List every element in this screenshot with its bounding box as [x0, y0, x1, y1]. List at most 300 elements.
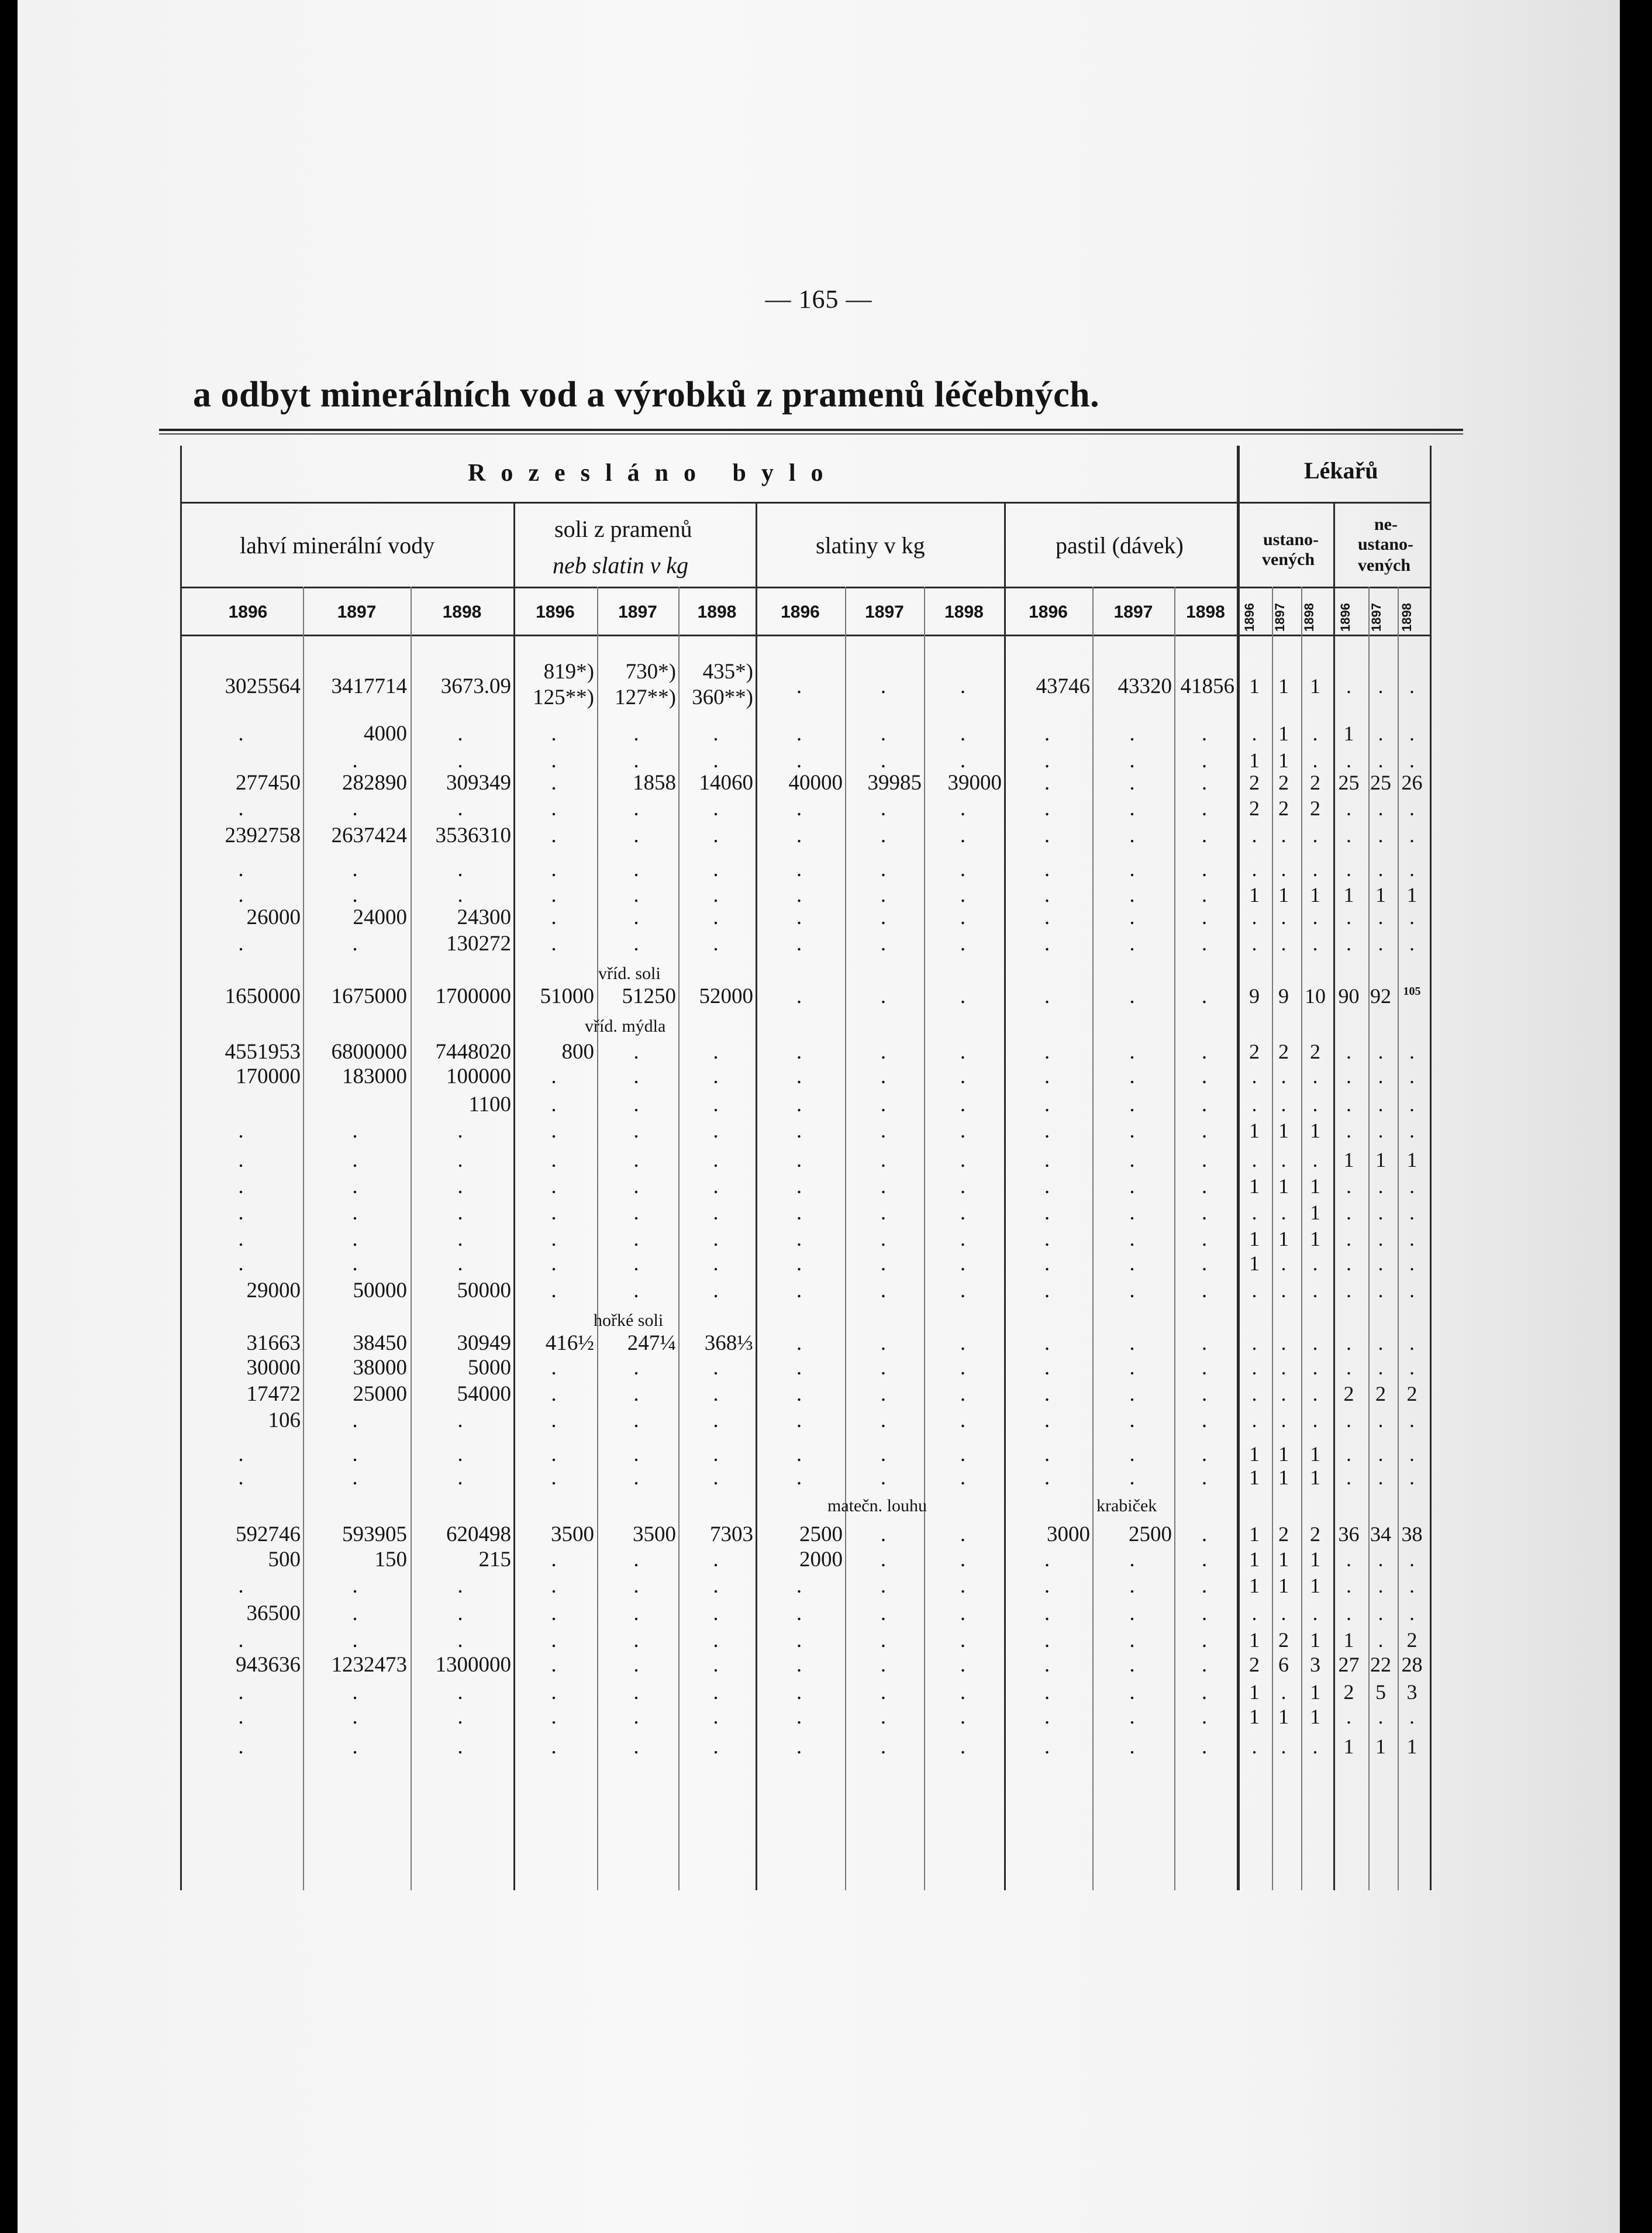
- table-cell: .: [352, 1601, 358, 1625]
- table-cell: .: [633, 1628, 639, 1652]
- note-vrid-soli: vříd. soli: [598, 964, 661, 983]
- table-cell: .: [1312, 1601, 1318, 1625]
- table-cell: 38: [1401, 1522, 1423, 1546]
- table-cell: 3500: [551, 1522, 594, 1546]
- table-cell: 1: [1249, 749, 1260, 772]
- table-cell: 1: [1343, 1735, 1354, 1758]
- table-cell: .: [1409, 905, 1415, 929]
- table-cell: .: [238, 1705, 244, 1729]
- table-cell: .: [1129, 1279, 1135, 1302]
- table-cell: 50000: [457, 1279, 511, 1302]
- table-cell: .: [633, 1279, 639, 1302]
- table-cell: .: [633, 722, 639, 746]
- table-cell: .: [713, 1680, 719, 1704]
- table-cell: .: [1044, 1442, 1050, 1466]
- table-cell: .: [796, 722, 802, 746]
- table-cell: 36500: [246, 1601, 301, 1625]
- table-cell: .: [1346, 1227, 1351, 1250]
- table-cell: .: [1251, 1408, 1257, 1432]
- table-cell: .: [880, 1119, 887, 1143]
- table-cell: .: [1346, 1119, 1351, 1142]
- year-header: 1896: [1029, 602, 1068, 622]
- table-cell: .: [1251, 1093, 1257, 1116]
- table-cell: .: [880, 797, 887, 821]
- table-cell: .: [1129, 1119, 1135, 1143]
- table-cell: .: [551, 823, 557, 847]
- table-cell: .: [1201, 1093, 1208, 1116]
- table-cell: 1: [1249, 1442, 1260, 1466]
- table-cell: .: [796, 749, 802, 773]
- table-cell: .: [713, 1382, 719, 1406]
- table-cell: .: [457, 1574, 463, 1598]
- table-cell: .: [1409, 823, 1415, 847]
- table-cell: .: [238, 1680, 244, 1704]
- table-cell: .: [1129, 1093, 1135, 1116]
- table-cell: .: [1312, 823, 1318, 847]
- table-cell: .: [1129, 1680, 1135, 1704]
- table-cell: .: [713, 823, 719, 847]
- table-cell: .: [1201, 1574, 1208, 1598]
- table-cell: 9: [1249, 984, 1260, 1008]
- table-cell: .: [796, 1279, 802, 1302]
- table-cell: .: [960, 1628, 966, 1652]
- table-cell: .: [1281, 1382, 1287, 1405]
- table-cell: .: [880, 1735, 887, 1759]
- table-cell: .: [551, 1601, 557, 1625]
- table-cell: .: [713, 1408, 719, 1432]
- table-cell: 3673.09: [440, 674, 511, 698]
- table-cell: .: [1312, 1093, 1318, 1116]
- table-cell: 1675000: [331, 984, 407, 1008]
- table-cell: .: [713, 1227, 719, 1251]
- table-cell: .: [1346, 1442, 1351, 1466]
- table-cell: .: [1129, 1356, 1135, 1380]
- table-cell: .: [551, 1548, 557, 1572]
- table-cell: .: [238, 1174, 244, 1198]
- table-cell: .: [1201, 1522, 1208, 1546]
- table-cell: .: [633, 1735, 639, 1759]
- table-cell: 1: [1343, 1148, 1354, 1171]
- table-cell: .: [1409, 1040, 1415, 1063]
- table-cell: .: [457, 1201, 463, 1225]
- table-cell: 2637424: [331, 823, 407, 847]
- table-cell: .: [457, 749, 463, 773]
- table-cell: 1: [1310, 1174, 1320, 1198]
- table-cell: .: [796, 1252, 802, 1276]
- table-cell: 7303: [710, 1522, 753, 1546]
- table-cell: .: [1346, 1548, 1351, 1571]
- table-cell: 1: [1375, 883, 1386, 907]
- table-cell: .: [633, 1119, 639, 1143]
- table-cell: .: [1044, 857, 1050, 881]
- table-cell: .: [1044, 1574, 1050, 1598]
- table-cell: .: [238, 722, 244, 746]
- table-cell: .: [880, 1331, 887, 1355]
- header-bottles: lahví minerální vody: [240, 532, 435, 559]
- table-cell: .: [551, 1093, 557, 1116]
- table-cell: 26: [1401, 771, 1423, 794]
- table-cell: 1: [1278, 722, 1289, 745]
- table-cell: .: [960, 1040, 966, 1064]
- table-cell: .: [796, 1064, 802, 1088]
- table-cell: .: [713, 1040, 719, 1064]
- table-cell: .: [960, 1680, 966, 1704]
- table-cell: .: [551, 1705, 557, 1729]
- table-cell: .: [1044, 984, 1050, 1008]
- table-cell: .: [1129, 749, 1135, 773]
- table-cell: .: [1409, 1408, 1415, 1432]
- table-cell: .: [633, 1064, 639, 1088]
- table-cell: .: [713, 1356, 719, 1380]
- table-cell: .: [1378, 1279, 1384, 1302]
- table-cell: 5000: [468, 1356, 511, 1380]
- table-cell: .: [1378, 1705, 1384, 1728]
- table-cell: .: [1409, 1093, 1415, 1116]
- table-cell: .: [352, 1408, 358, 1432]
- table-cell: .: [551, 1252, 557, 1276]
- table-cell: .: [1346, 1601, 1351, 1625]
- table-cell: .: [1281, 1331, 1287, 1355]
- table-cell: .: [1044, 883, 1050, 907]
- table-cell: 1: [1406, 1148, 1418, 1171]
- table-cell: .: [1409, 1174, 1415, 1198]
- table-cell: .: [880, 823, 887, 847]
- table-cell: .: [1409, 1201, 1415, 1224]
- table-cell: .: [1129, 1148, 1135, 1172]
- table-cell: 1: [1343, 1628, 1354, 1652]
- table-cell: .: [352, 797, 358, 821]
- table-cell: .: [551, 932, 557, 956]
- table-cell: 9: [1278, 984, 1289, 1008]
- table-cell: 1: [1249, 1227, 1260, 1250]
- doctor-year-header: 1898: [1302, 603, 1316, 632]
- table-cell: .: [1201, 1735, 1208, 1759]
- table-cell: 2: [1278, 1522, 1289, 1546]
- table-cell: .: [1409, 674, 1415, 698]
- table-cell: .: [1378, 1119, 1384, 1142]
- table-cell: 1858: [633, 771, 676, 795]
- header-unappointed-3: vených: [1358, 556, 1410, 575]
- doctor-year-header: 1896: [1242, 603, 1257, 632]
- table-cell: .: [960, 1356, 966, 1380]
- table-cell: 1: [1310, 1548, 1320, 1571]
- table-cell: 2: [1249, 771, 1260, 794]
- table-cell: 54000: [457, 1382, 511, 1406]
- table-cell: .: [1346, 857, 1351, 881]
- table-cell: .: [633, 1574, 639, 1598]
- table-cell: .: [1044, 1040, 1050, 1064]
- table-cell: 105: [1403, 985, 1421, 998]
- table-cell: .: [796, 984, 802, 1008]
- table-cell: .: [880, 1356, 887, 1380]
- table-cell: .: [633, 1408, 639, 1432]
- table-cell: 1: [1249, 1628, 1260, 1652]
- table-cell: 1: [1278, 1705, 1289, 1728]
- table-cell: .: [238, 1442, 244, 1466]
- table-cell: .: [1129, 797, 1135, 821]
- table-cell: 1: [1278, 883, 1289, 907]
- table-cell: .: [960, 1227, 966, 1251]
- table-cell: .: [960, 823, 966, 847]
- table-cell: .: [1251, 1382, 1257, 1405]
- table-cell: 1: [1249, 1252, 1260, 1275]
- table-cell: .: [1044, 1408, 1050, 1432]
- header-salts-2: neb slatin v kg: [553, 552, 689, 578]
- table-cell: .: [1044, 1119, 1050, 1143]
- table-cell: .: [633, 1680, 639, 1704]
- table-cell: .: [713, 1548, 719, 1572]
- table-cell: .: [633, 1252, 639, 1276]
- table-cell: 26000: [246, 905, 301, 929]
- table-cell: .: [713, 1601, 719, 1625]
- table-cell: .: [1409, 1064, 1415, 1088]
- table-cell: 130272: [446, 932, 511, 956]
- table-cell: .: [1378, 797, 1384, 820]
- table-cell: .: [633, 857, 639, 881]
- table-cell: .: [1129, 984, 1135, 1008]
- table-cell: .: [1129, 1705, 1135, 1729]
- table-cell: 10: [1305, 984, 1326, 1008]
- table-cell: .: [1201, 1601, 1208, 1625]
- doctor-year-header: 1897: [1369, 603, 1384, 632]
- table-cell: .: [457, 1466, 463, 1490]
- table-cell: .: [796, 1148, 802, 1172]
- table-cell: .: [633, 905, 639, 929]
- table-cell: 1: [1249, 1680, 1260, 1704]
- table-cell: .: [1409, 797, 1415, 820]
- table-cell: .: [880, 1442, 887, 1466]
- table-cell: .: [1129, 1252, 1135, 1276]
- doctor-year-header: 1898: [1399, 603, 1414, 632]
- table-cell: 2: [1278, 1628, 1289, 1652]
- table-cell: .: [796, 1653, 802, 1677]
- table-cell: .: [960, 883, 966, 907]
- table-cell: .: [1044, 1735, 1050, 1759]
- table-cell: .: [960, 1735, 966, 1759]
- table-cell: .: [1044, 1093, 1050, 1116]
- table-cell: .: [1378, 1174, 1384, 1198]
- table-cell: .: [633, 1093, 639, 1116]
- table-cell: .: [713, 1279, 719, 1302]
- table-cell: .: [633, 1548, 639, 1572]
- table-cell: .: [1312, 1382, 1318, 1405]
- table-cell: .: [551, 1064, 557, 1088]
- table-cell: 1: [1343, 722, 1354, 745]
- note-matec-louhu: matečn. louhu: [827, 1496, 927, 1515]
- table-cell: .: [796, 1382, 802, 1406]
- table-cell: .: [1044, 1628, 1050, 1652]
- table-cell: 170000: [236, 1064, 301, 1088]
- table-cell: .: [960, 797, 966, 821]
- table-cell: .: [1409, 1227, 1415, 1250]
- table-cell: 34: [1370, 1522, 1391, 1546]
- table-cell: .: [1129, 1466, 1135, 1490]
- table-cell: 2392758: [225, 823, 301, 847]
- table-cell: .: [1201, 1382, 1208, 1406]
- table-cell: 416½: [545, 1331, 594, 1355]
- table-cell: 1: [1249, 674, 1260, 698]
- table-cell: .: [1129, 1331, 1135, 1355]
- header-rule-1: [180, 502, 1239, 504]
- table-cell: .: [880, 1522, 887, 1546]
- table-cell: .: [1281, 1148, 1287, 1171]
- table-cell: 22: [1370, 1653, 1391, 1676]
- table-cell: 593905: [342, 1522, 407, 1546]
- header-rule-2: [180, 587, 1432, 588]
- table-cell: .: [352, 1442, 358, 1466]
- table-cell: .: [796, 1408, 802, 1432]
- table-cell: .: [1378, 1408, 1384, 1432]
- table-cell: 1: [1278, 1119, 1289, 1142]
- table-cell: 90: [1338, 984, 1360, 1008]
- table-cell: .: [1129, 1735, 1135, 1759]
- table-cell: .: [1346, 1174, 1351, 1198]
- table-cell: .: [1346, 749, 1351, 772]
- table-cell: .: [1129, 771, 1135, 795]
- table-cell: .: [713, 1064, 719, 1088]
- table-cell: .: [1378, 1040, 1384, 1063]
- table-cell: .: [1251, 722, 1257, 745]
- table-cell: .: [1129, 905, 1135, 929]
- table-cell: .: [960, 932, 966, 956]
- table-cell: .: [1129, 1201, 1135, 1225]
- table-cell: .: [880, 1201, 887, 1225]
- table-cell: .: [551, 771, 557, 795]
- table-cell: .: [457, 722, 463, 746]
- table-cell: .: [1312, 1408, 1318, 1432]
- table-cell: 1: [1278, 674, 1289, 698]
- table-cell: .: [960, 1252, 966, 1276]
- table-cell: .: [1201, 749, 1208, 773]
- table-cell: 1: [1343, 883, 1354, 907]
- table-cell: 282890: [342, 771, 407, 795]
- table-cell: 1: [1406, 883, 1418, 907]
- table-cell: .: [796, 823, 802, 847]
- doctor-year-header: 1897: [1272, 603, 1287, 632]
- table-cell: .: [551, 1574, 557, 1598]
- table-cell: .: [457, 1442, 463, 1466]
- table-cell: .: [1409, 1279, 1415, 1302]
- table-cell: .: [633, 1442, 639, 1466]
- table-cell: .: [1281, 1252, 1287, 1275]
- table-cell: .: [1201, 1653, 1208, 1677]
- note-vrid-mydla: vříd. mýdla: [585, 1016, 666, 1036]
- table-cell: .: [1044, 1653, 1050, 1677]
- table-cell: 2: [1375, 1382, 1386, 1405]
- table-cell: .: [796, 1040, 802, 1064]
- table-cell: .: [960, 1574, 966, 1598]
- table-cell: .: [960, 674, 966, 698]
- table-cell: .: [1044, 1148, 1050, 1172]
- table-cell: .: [1251, 1064, 1257, 1088]
- table-cell: .: [633, 823, 639, 847]
- table-cell: .: [352, 1705, 358, 1729]
- table-cell: .: [633, 883, 639, 907]
- table-cell: 28: [1401, 1653, 1423, 1676]
- table-cell: 1: [1406, 1735, 1418, 1758]
- table-cell: .: [551, 722, 557, 746]
- table-cell: 1: [1310, 1201, 1320, 1224]
- table-cell: .: [713, 797, 719, 821]
- table-cell: .: [1044, 905, 1050, 929]
- table-cell: .: [352, 932, 358, 956]
- table-cell: .: [1378, 1227, 1384, 1250]
- table-cell: .: [1129, 1442, 1135, 1466]
- table-cell: 1: [1278, 1227, 1289, 1250]
- table-cell: .: [960, 1601, 966, 1625]
- year-header: 1897: [1113, 602, 1153, 622]
- table-cell: .: [880, 1466, 887, 1490]
- year-header: 1898: [697, 602, 737, 622]
- table-cell: .: [238, 1201, 244, 1225]
- table-cell: .: [1281, 1735, 1287, 1758]
- table-cell: .: [1346, 1705, 1351, 1728]
- table-cell: 1650000: [225, 984, 301, 1008]
- table-cell: .: [960, 1522, 966, 1546]
- table-cell: .: [1201, 932, 1208, 956]
- table-cell: .: [1312, 1331, 1318, 1355]
- table-cell: .: [1129, 1548, 1135, 1572]
- table-cell: .: [1378, 1356, 1384, 1379]
- table-cell: .: [713, 1174, 719, 1198]
- table-cell: .: [551, 1442, 557, 1466]
- table-cell: .: [457, 1148, 463, 1172]
- table-cell: 14060: [699, 771, 753, 795]
- table-cell: .: [1346, 1331, 1351, 1355]
- table-cell: .: [1201, 1119, 1208, 1143]
- table-cell: .: [796, 1201, 802, 1225]
- table-cell: .: [1346, 1356, 1351, 1379]
- table-cell: .: [713, 1252, 719, 1276]
- table-cell: .: [796, 1174, 802, 1198]
- table-cell: 368⅓: [704, 1331, 753, 1355]
- table-cell: .: [457, 1119, 463, 1143]
- table-cell: 2: [1310, 1040, 1320, 1063]
- table-cell: .: [1201, 1466, 1208, 1490]
- table-cell: .: [551, 749, 557, 773]
- table-cell: .: [238, 1574, 244, 1598]
- table-cell: 1700000: [435, 984, 511, 1008]
- table-cell: .: [633, 1148, 639, 1172]
- table-cell: 3500: [633, 1522, 676, 1546]
- table-cell: .: [880, 1601, 887, 1625]
- table-cell: .: [633, 1466, 639, 1490]
- table-cell: .: [1201, 1227, 1208, 1251]
- table-cell: .: [352, 857, 358, 881]
- table-cell: .: [457, 1227, 463, 1251]
- table-cell: 7448020: [435, 1040, 511, 1064]
- table-cell: .: [551, 1735, 557, 1759]
- table-cell: 1: [1249, 1119, 1260, 1142]
- table-cell: .: [1201, 1040, 1208, 1064]
- table-cell: .: [796, 905, 802, 929]
- page-title: a odbyt minerálních vod a výrobků z pramenů léčebných.: [193, 375, 1100, 415]
- scanned-page: [18, 0, 1620, 2233]
- table-cell: .: [1312, 1148, 1318, 1171]
- table-cell: .: [713, 1735, 719, 1759]
- table-cell: .: [1044, 797, 1050, 821]
- table-cell: 2: [1249, 1653, 1260, 1676]
- table-cell: .: [1346, 1093, 1351, 1116]
- table-cell: .: [1378, 905, 1384, 929]
- table-cell: .: [880, 1653, 887, 1677]
- table-cell: .: [796, 1705, 802, 1729]
- table-cell: 43746: [1036, 674, 1090, 698]
- header-pastilles: pastil (dávek): [1056, 532, 1184, 559]
- table-cell: .: [352, 1201, 358, 1225]
- table-cell: .: [1378, 1601, 1384, 1625]
- table-cell: .: [796, 1093, 802, 1116]
